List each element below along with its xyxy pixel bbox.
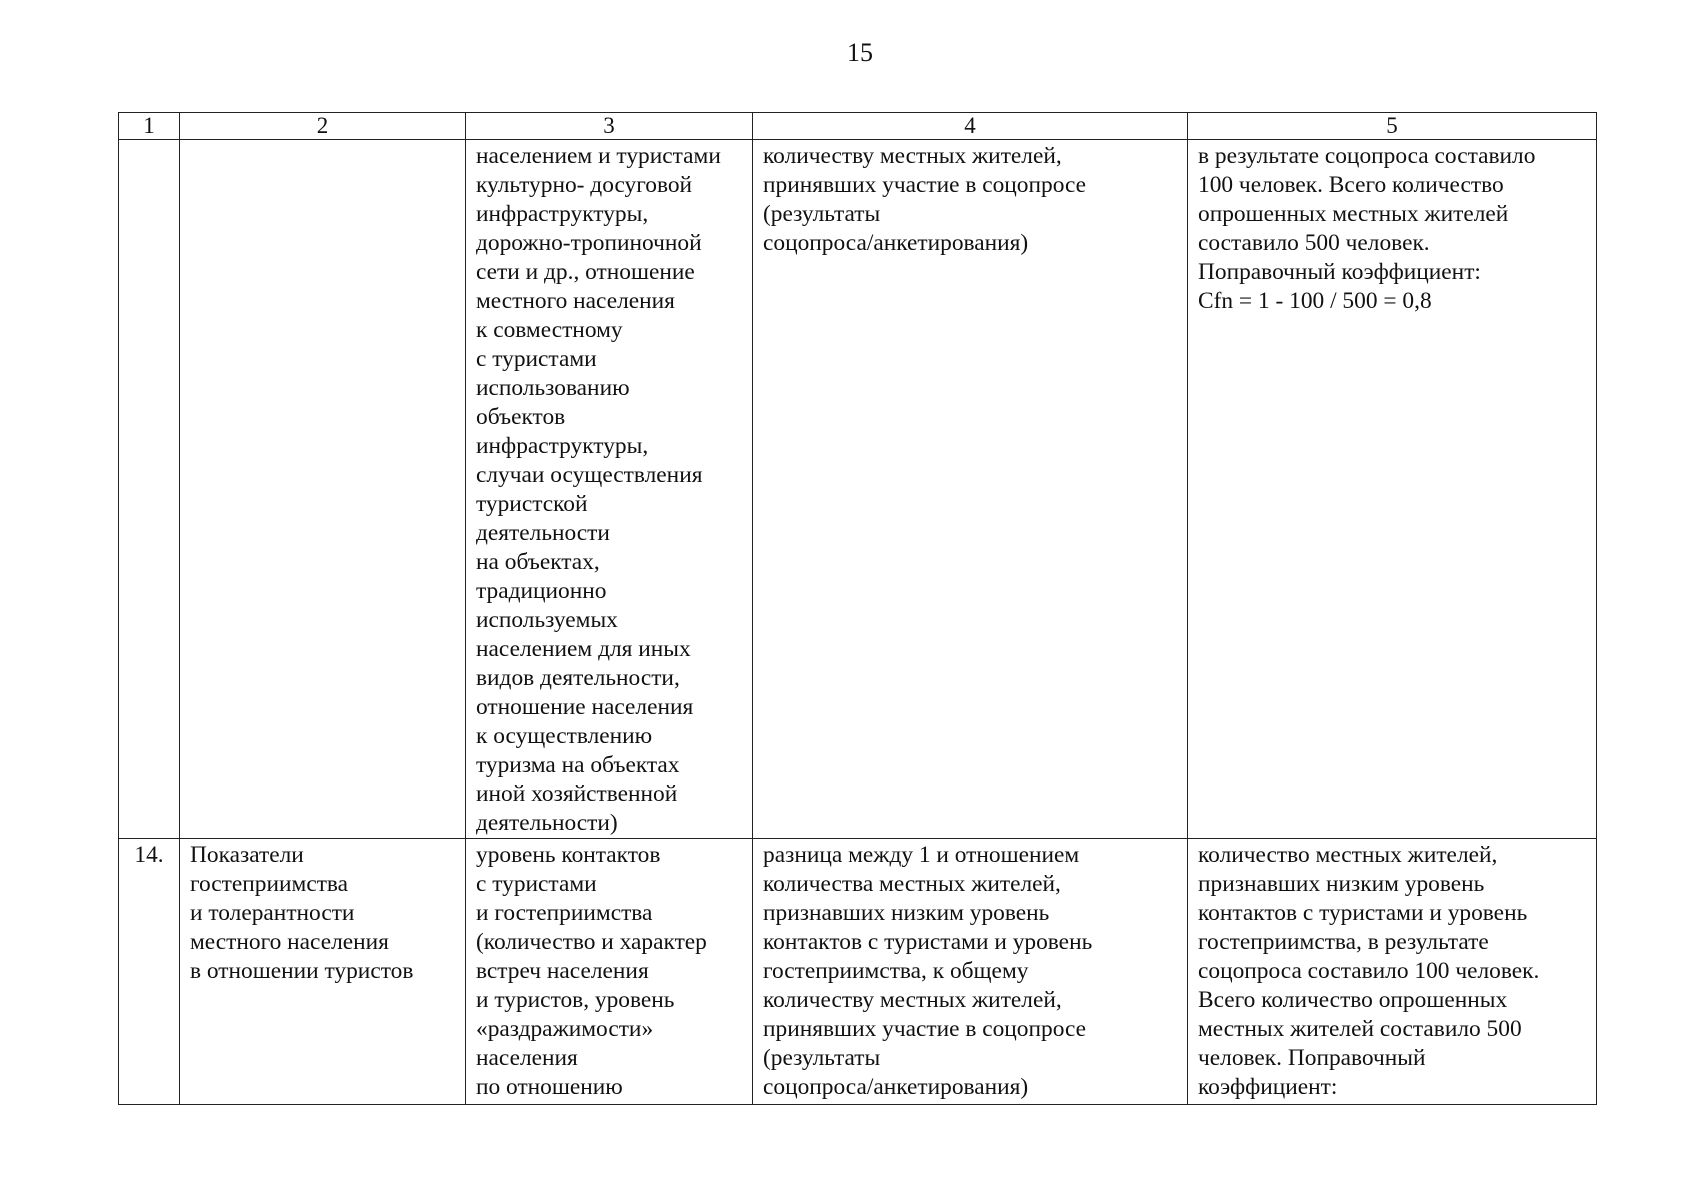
indicator-name-cell: Показатели гостеприимства и толерантности местного населения в отношении туристов bbox=[180, 839, 466, 1105]
page-number: 15 bbox=[847, 38, 873, 67]
table-header-row bbox=[119, 113, 1597, 140]
header-cell-4: 4 bbox=[753, 113, 1188, 140]
table-row bbox=[119, 140, 1597, 839]
calculation-example-cell: в результате соцопроса составило 100 человек. Всего количество опрошенных местных жителей составило 500 человек. Поправочный коэффициент: Cfn = 1 - 100 / 500 = 0,8 bbox=[1188, 140, 1597, 839]
indicator-description-cell: населением и туристами культурно- досуговой инфраструктуры, дорожно-тропиночной сети и др., отношение местного населения к совместному с туристами использованию объектов инфраструктуры, случаи осуществления туристской деятельности на объектах, традиционно используемых населением для иных видов деятельности, отношение населения к осуществлению туризма на объектах иной хозяйственной деятельности) bbox=[466, 140, 753, 839]
header-cell-3: 3 bbox=[466, 113, 753, 140]
calculation-method-cell: количеству местных жителей, принявших участие в соцопросе (результаты соцопроса/анкетирования) bbox=[753, 140, 1188, 839]
header-cell-2: 2 bbox=[180, 113, 466, 140]
header-cell-5: 5 bbox=[1188, 113, 1597, 140]
header-cell-1: 1 bbox=[119, 113, 180, 140]
table-row bbox=[119, 839, 1597, 1105]
row-number-cell bbox=[119, 140, 180, 839]
calculation-method-cell: разница между 1 и отношением количества местных жителей, признавших низким уровень контактов с туристами и уровень гостеприимства, к общему количеству местных жителей, принявших участие в соцопросе (результаты соцопроса/анкетирования) bbox=[753, 839, 1188, 1105]
row-number-cell: 14. bbox=[119, 839, 180, 1105]
calculation-example-cell: количество местных жителей, признавших низким уровень контактов с туристами и уровень гостеприимства, в результате соцопроса составило 100 человек. Всего количество опрошенных местных жителей составило 500 человек. Поправочный коэффициент: bbox=[1188, 839, 1597, 1105]
indicator-description-cell: уровень контактов с туристами и гостеприимства (количество и характер встреч населения и туристов, уровень «раздражимости» населения по отношению bbox=[466, 839, 753, 1105]
indicator-table bbox=[118, 112, 1597, 1105]
indicator-name-cell bbox=[180, 140, 466, 839]
